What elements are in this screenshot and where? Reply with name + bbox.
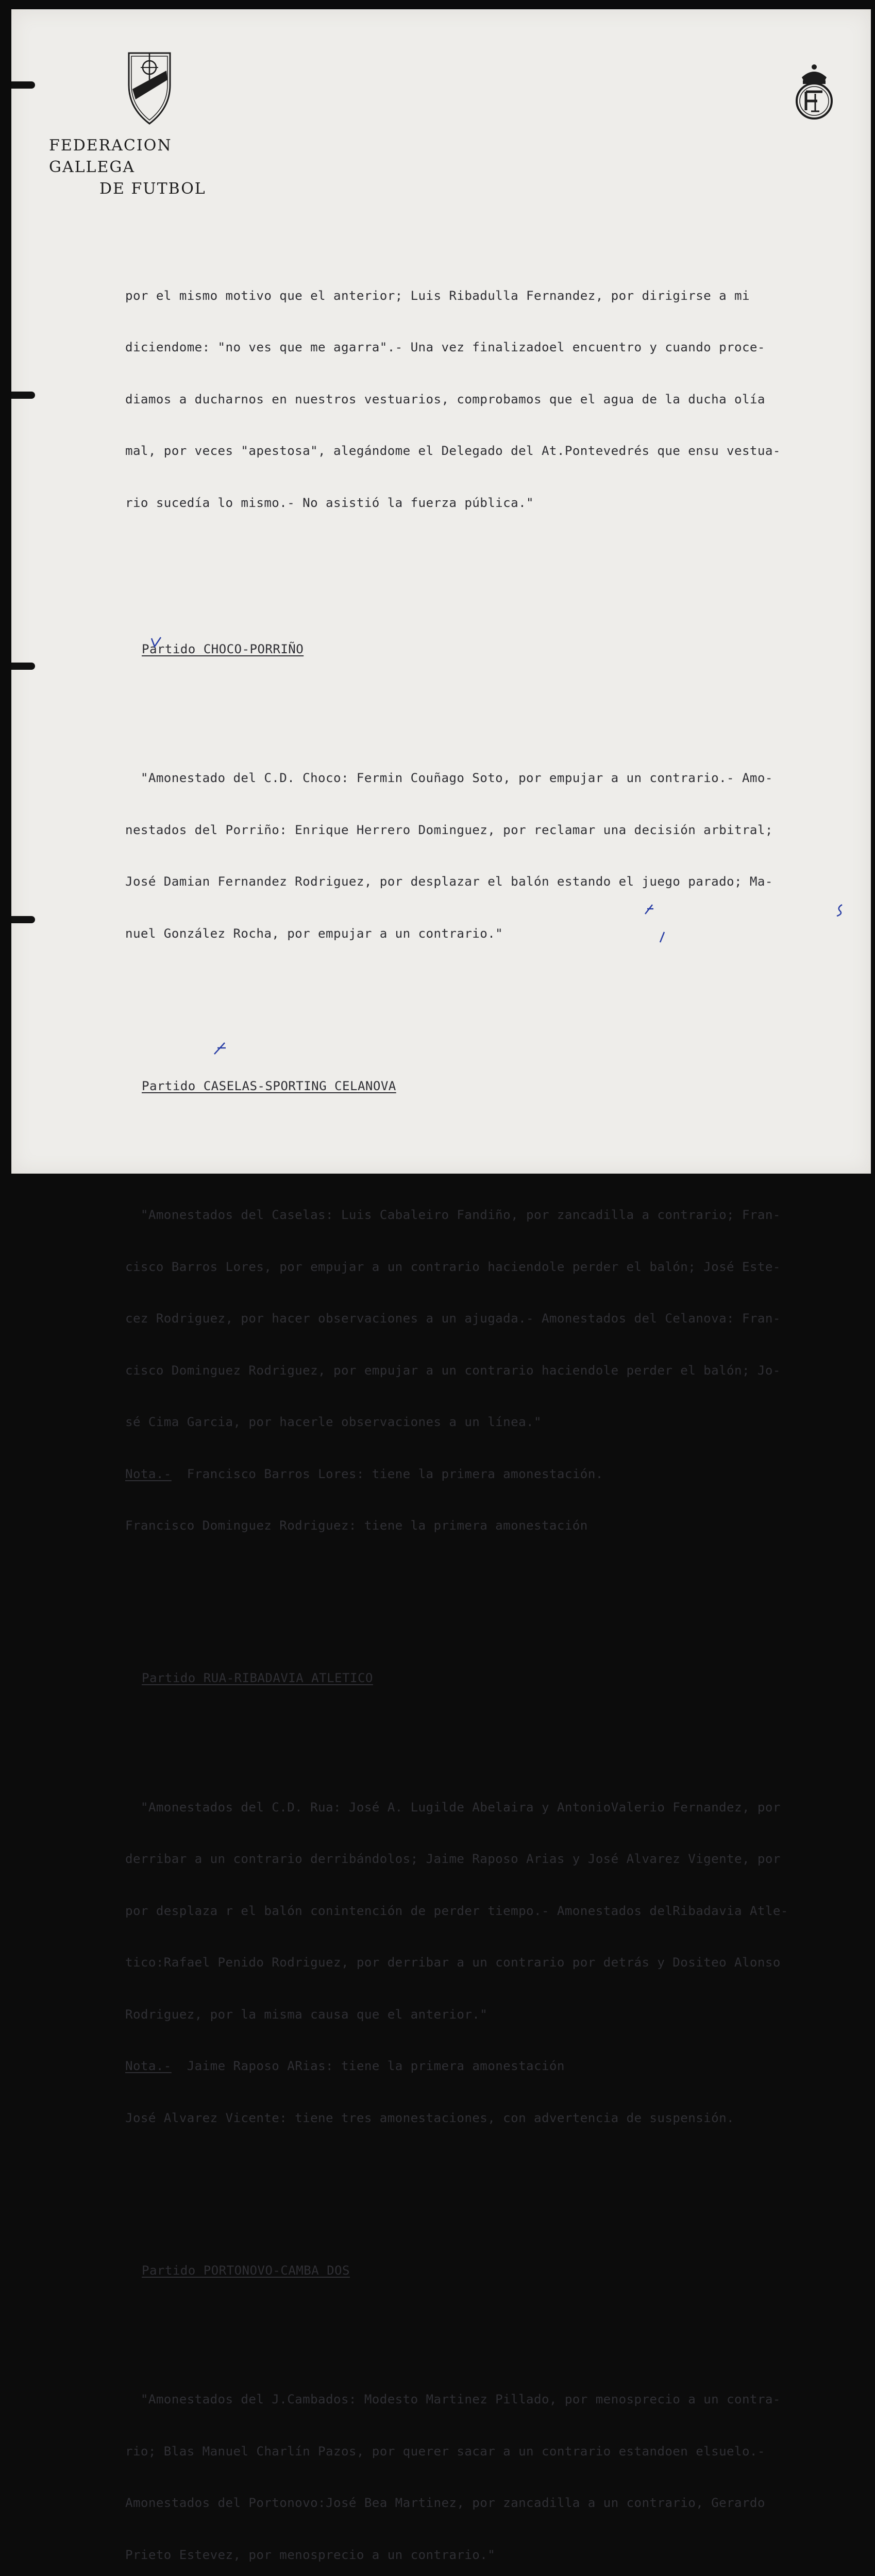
text-line: por desplaza r el balón conintención de perder tiempo.- Amonestados delRibadavia Atle- (125, 1903, 788, 1918)
text-line: Rodriguez, por la misma causa que el anterior." (125, 2007, 488, 2022)
section-caselas-celanova (125, 1172, 862, 1569)
note-line (125, 2058, 862, 2075)
ink-correction-mark (835, 903, 844, 917)
note-text: Francisco Barros Lores: tiene la primera amonestación. (187, 1466, 603, 1481)
text-line: diamos a ducharnos en nuestros vestuarios, comprobamos que el agua de la ducha olía (125, 392, 765, 406)
federation-name (49, 135, 255, 200)
document-body (125, 201, 862, 2576)
text-line: tico:Rafael Penido Rodriguez, por derribar a un contrario por detrás y Dositeo Alonso (125, 1955, 781, 1970)
section-heading: Partido CHOCO-PORRIÑO (142, 641, 304, 656)
text-line: cisco Dominguez Rodriguez, por empujar a un contrario haciendole perder el balón; Jo- (125, 1363, 781, 1378)
text-line: por el mismo motivo que el anterior; Luis Ribadulla Fernandez, por dirigirse a mi (125, 288, 750, 303)
binder-hole-mark (11, 392, 35, 399)
binder-hole-mark (11, 663, 35, 670)
text-line: nestados del Porriño: Enrique Herrero Dominguez, por reclamar una decisión arbitral; (125, 822, 773, 837)
text-line: José Damian Fernandez Rodriguez, por desplazar el balón estando el juego parado; Ma- (125, 874, 773, 889)
ink-correction-mark (149, 636, 163, 650)
federation-name-line2: DE FUTBOL (99, 180, 206, 198)
text-line: "Amonestado del C.D. Choco: Fermin Couñago Soto, por empujar a un contrario.- Amo- (125, 771, 773, 785)
text-line: mal, por veces "apestosa", alegándome el Delegado del At.Pontevedrés que ensu vestua- (125, 444, 781, 458)
section-portonovo-cambados (125, 2357, 862, 2576)
note-text: Jaime Raposo ARias: tiene la primera amonestación (187, 2059, 565, 2073)
nota-label: Nota.- (125, 2059, 172, 2073)
text-line: diciendome: "no ves que me agarra".- Una vez finalizadoel encuentro y cuando proce- (125, 340, 765, 354)
ink-correction-mark (643, 903, 654, 916)
intro-paragraph (125, 253, 862, 547)
note-text: Francisco Dominguez Rodriguez: tiene la primera amonestación (125, 1518, 588, 1533)
text-line: rio; Blas Manuel Charlín Pazos, por querer sacar a un contrario estandoen elsuelo.- (125, 2444, 765, 2459)
section-heading: Partido PORTONOVO-CAMBA DOS (142, 2263, 350, 2278)
section-rua-ribadavia (125, 1765, 862, 2162)
binder-hole-mark (11, 916, 35, 923)
text-line: "Amonestados del C.D. Rua: José A. Lugilde Abelaira y AntonioValerio Fernandez, por (125, 1800, 781, 1815)
nota-label: Nota.- (125, 1466, 172, 1481)
binder-hole-mark (11, 81, 35, 89)
crowned-emblem-icon (790, 62, 838, 121)
ink-correction-mark (657, 930, 667, 943)
text-line: "Amonestados del J.Cambados: Modesto Martinez Pillado, por menosprecio a un contra- (125, 2392, 781, 2406)
text-line: "Amonestados del Caselas: Luis Cabaleiro Fandiño, por zancadilla a contrario; Fran- (125, 1208, 781, 1222)
text-line: sé Cima Garcia, por hacerle observaciones a un línea." (125, 1415, 542, 1429)
shield-crest-icon (126, 49, 173, 126)
ink-correction-mark (212, 1041, 228, 1056)
text-line: cisco Barros Lores, por empujar a un contrario haciendole perder el balón; José Este- (125, 1259, 781, 1274)
text-line: Prieto Estevez, por menosprecio a un contrario." (125, 2547, 496, 2562)
federation-name-line1: FEDERACION GALLEGA (49, 137, 172, 176)
text-line: rio sucedía lo mismo.- No asistió la fuerza pública." (125, 495, 534, 510)
text-line: cez Rodriguez, por hacer observaciones a un ajugada.- Amonestados del Celanova: Fran- (125, 1311, 781, 1326)
section-choco-porrino (125, 735, 862, 977)
note-line (125, 1466, 862, 1483)
section-heading: Partido CASELAS-SPORTING CELANOVA (142, 1078, 396, 1093)
text-line: Amonestados del Portonovo:José Bea Martinez, por zancadilla a un contrario, Gerardo (125, 2496, 765, 2510)
note-text: José Alvarez Vicente: tiene tres amonestaciones, con advertencia de suspensión. (125, 2110, 735, 2125)
text-line: derribar a un contrario derribándolos; Jaime Raposo Arias y José Alvarez Vigente, por (125, 1852, 781, 1866)
text-line: nuel González Rocha, por empujar a un contrario." (125, 926, 503, 941)
section-heading: Partido RUA-RIBADAVIA ATLETICO (142, 1671, 373, 1685)
